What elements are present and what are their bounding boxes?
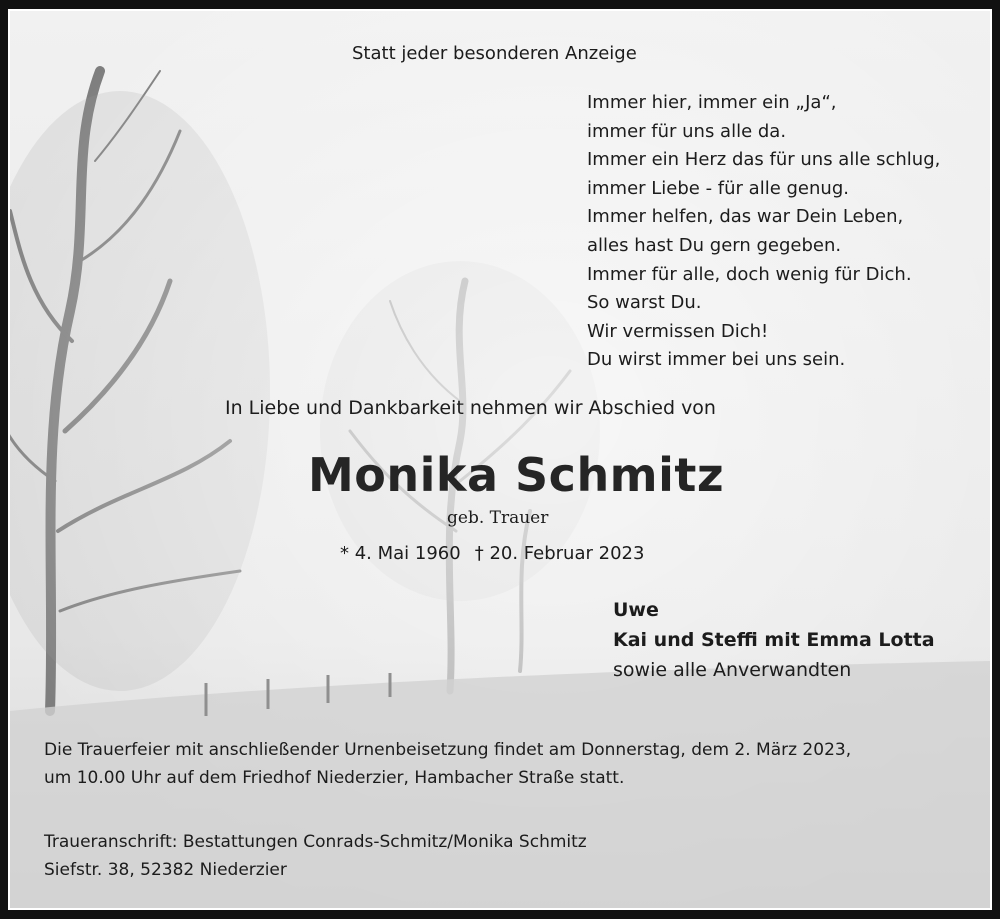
mourner-line: Uwe [613,599,659,621]
farewell-intro: In Liebe und Dankbarkeit nehmen wir Abschied von [225,397,716,419]
mourner-line: sowie alle Anverwandten [613,659,852,681]
ceremony-line: Die Trauerfeier mit anschließender Urnenbeisetzung findet am Donnerstag, dem 2. März 2023, [44,740,852,760]
mourners [613,595,935,685]
poem-line: alles hast Du gern gegeben. [587,234,842,256]
address-line: Traueranschrift: Bestattungen Conrads-Schmitz/Monika Schmitz [44,832,587,852]
poem-line: Du wirst immer bei uns sein. [587,349,846,371]
poem-line: Immer für alle, doch wenig für Dich. [587,263,912,285]
poem [587,89,940,375]
life-dates [340,543,658,564]
poem-line: Wir vermissen Dich! [587,320,769,342]
address-line: Siefstr. 38, 52382 Niederzier [44,860,287,880]
poem-line: So warst Du. [587,292,702,314]
ceremony-line: um 10.00 Uhr auf dem Friedhof Niederzier, Hambacher Straße statt. [44,768,625,788]
poem-line: Immer ein Herz das für uns alle schlug, [587,149,941,171]
deceased-name: Monika Schmitz [308,448,725,502]
poem-line: Immer helfen, das war Dein Leben, [587,206,904,228]
headline: Statt jeder besonderen Anzeige [352,43,637,64]
poem-line: Immer hier, immer ein „Ja“, [587,92,837,113]
poem-line: immer für uns alle da. [587,120,787,142]
poem-line: immer Liebe - für alle genug. [587,177,849,199]
mourner-line: Kai und Steffi mit Emma Lotta [613,629,935,651]
death-date: † 20. Februar 2023 [474,543,645,564]
ceremony-info [44,736,851,792]
condolence-address [44,828,587,884]
birth-date: * 4. Mai 1960 [340,543,461,564]
notice-frame [8,9,992,910]
maiden-name: geb. Trauer [447,508,549,528]
